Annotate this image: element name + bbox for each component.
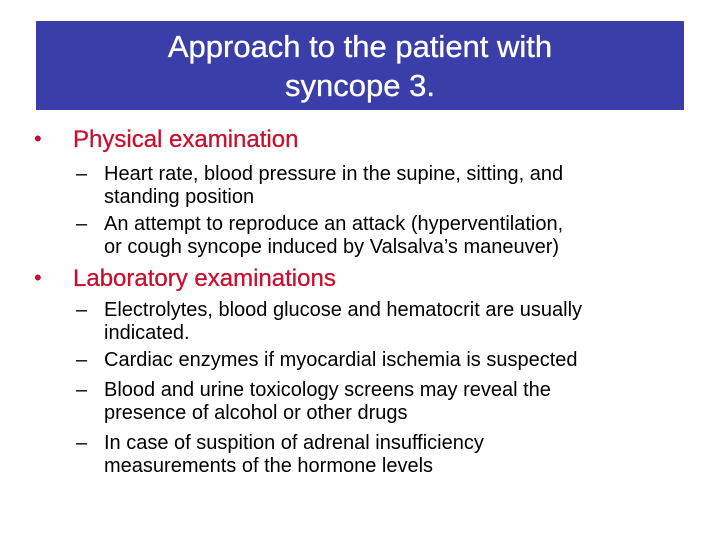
list-item-text: In case of suspition of adrenal insufficiency measurements of the hormone levels — [104, 432, 484, 477]
list-item-text: Heart rate, blood pressure in the supine, sitting, and standing position — [104, 163, 564, 208]
slide-title-line-1: Approach to the patient with — [167, 28, 553, 64]
slide-title-line-2: syncope 3. — [285, 67, 435, 103]
list-item-text: Electrolytes, blood glucose and hematocrit are usually indicated. — [104, 299, 583, 344]
dash-icon: – — [76, 379, 88, 401]
slide-title-banner — [36, 21, 684, 110]
bullet-icon: • — [34, 126, 42, 151]
slide-title — [168, 27, 552, 105]
dash-icon: – — [76, 213, 88, 235]
bullet-icon: • — [34, 265, 42, 290]
section-heading: Laboratory examinations — [73, 265, 336, 292]
list-item-text: Blood and urine toxicology screens may reveal the presence of alcohol or other drugs — [104, 379, 551, 424]
section-heading: Physical examination — [73, 126, 299, 153]
dash-icon: – — [76, 432, 88, 454]
list-item-text: Cardiac enzymes if myocardial ischemia is suspected — [104, 349, 578, 371]
dash-icon: – — [76, 163, 88, 185]
dash-icon: – — [76, 349, 88, 371]
dash-icon: – — [76, 299, 88, 321]
list-item-text: An attempt to reproduce an attack (hyperventilation, or cough syncope induced by Valsalva’s maneuver) — [104, 213, 564, 258]
